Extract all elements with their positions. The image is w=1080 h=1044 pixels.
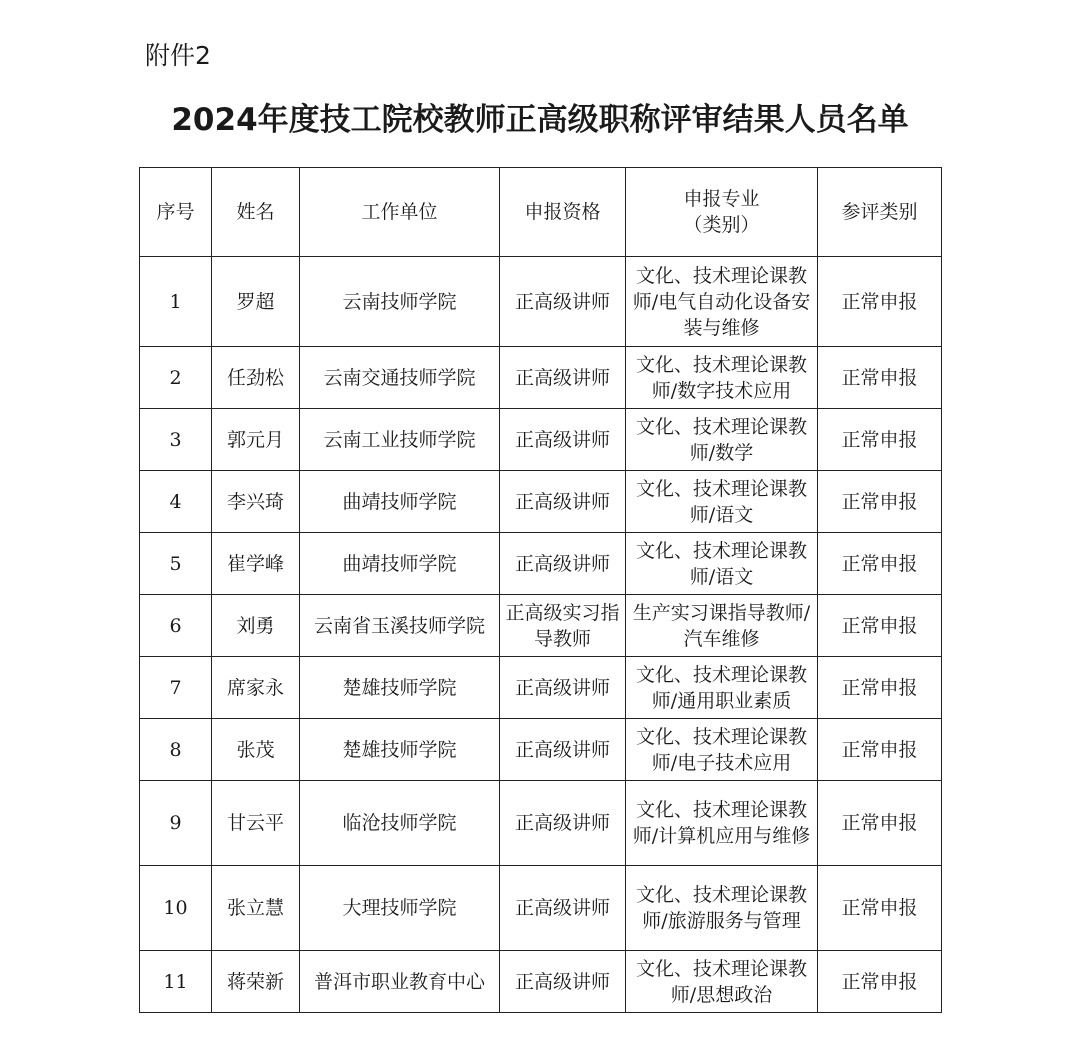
cell-category: 正常申报 — [818, 951, 942, 1013]
header-name: 姓名 — [212, 168, 300, 257]
cell-name: 蒋荣新 — [212, 951, 300, 1013]
cell-qualification: 正高级讲师 — [500, 471, 626, 533]
cell-qualification: 正高级讲师 — [500, 257, 626, 347]
header-major-line1: 申报专业 — [683, 188, 760, 210]
table-body — [140, 257, 942, 1013]
header-unit: 工作单位 — [300, 168, 500, 257]
cell-unit: 楚雄技师学院 — [300, 719, 500, 781]
cell-index: 2 — [140, 347, 212, 409]
cell-qualification: 正高级讲师 — [500, 409, 626, 471]
cell-unit: 云南省玉溪技师学院 — [300, 595, 500, 657]
cell-unit: 曲靖技师学院 — [300, 471, 500, 533]
cell-major: 文化、技术理论课教师/语文 — [626, 471, 818, 533]
header-row — [140, 168, 942, 257]
cell-major: 文化、技术理论课教师/旅游服务与管理 — [626, 866, 818, 951]
header-major-line2: （类别） — [683, 214, 760, 236]
cell-category: 正常申报 — [818, 347, 942, 409]
table-row — [140, 257, 942, 347]
table-row — [140, 781, 942, 866]
cell-name: 甘云平 — [212, 781, 300, 866]
cell-category: 正常申报 — [818, 719, 942, 781]
cell-index: 9 — [140, 781, 212, 866]
cell-unit: 普洱市职业教育中心 — [300, 951, 500, 1013]
cell-unit: 楚雄技师学院 — [300, 657, 500, 719]
cell-qualification: 正高级讲师 — [500, 719, 626, 781]
cell-name: 席家永 — [212, 657, 300, 719]
results-table — [139, 167, 942, 1013]
cell-category: 正常申报 — [818, 781, 942, 866]
table-row — [140, 533, 942, 595]
cell-qualification: 正高级讲师 — [500, 866, 626, 951]
cell-unit: 云南交通技师学院 — [300, 347, 500, 409]
cell-category: 正常申报 — [818, 471, 942, 533]
table-row — [140, 866, 942, 951]
cell-major: 生产实习课指导教师/汽车维修 — [626, 595, 818, 657]
cell-major: 文化、技术理论课教师/电气自动化设备安装与维修 — [626, 257, 818, 347]
cell-unit: 云南工业技师学院 — [300, 409, 500, 471]
cell-index: 6 — [140, 595, 212, 657]
table-row — [140, 657, 942, 719]
table-row — [140, 595, 942, 657]
cell-index: 10 — [140, 866, 212, 951]
cell-category: 正常申报 — [818, 595, 942, 657]
cell-qualification: 正高级实习指导教师 — [500, 595, 626, 657]
cell-name: 崔学峰 — [212, 533, 300, 595]
table-row — [140, 719, 942, 781]
cell-unit: 临沧技师学院 — [300, 781, 500, 866]
cell-qualification: 正高级讲师 — [500, 347, 626, 409]
cell-name: 李兴琦 — [212, 471, 300, 533]
cell-name: 刘勇 — [212, 595, 300, 657]
cell-qualification: 正高级讲师 — [500, 533, 626, 595]
cell-name: 任劲松 — [212, 347, 300, 409]
document-title: 2024年度技工院校教师正高级职称评审结果人员名单 — [171, 102, 909, 138]
cell-major: 文化、技术理论课教师/通用职业素质 — [626, 657, 818, 719]
cell-index: 8 — [140, 719, 212, 781]
cell-unit: 云南技师学院 — [300, 257, 500, 347]
cell-index: 5 — [140, 533, 212, 595]
cell-index: 1 — [140, 257, 212, 347]
table-row — [140, 409, 942, 471]
cell-category: 正常申报 — [818, 257, 942, 347]
cell-category: 正常申报 — [818, 533, 942, 595]
cell-index: 11 — [140, 951, 212, 1013]
cell-unit: 大理技师学院 — [300, 866, 500, 951]
header-category: 参评类别 — [818, 168, 942, 257]
cell-major: 文化、技术理论课教师/计算机应用与维修 — [626, 781, 818, 866]
cell-name: 张立慧 — [212, 866, 300, 951]
table-row — [140, 471, 942, 533]
cell-category: 正常申报 — [818, 657, 942, 719]
cell-name: 张茂 — [212, 719, 300, 781]
attachment-label: 附件2 — [145, 41, 211, 70]
header-qualification: 申报资格 — [500, 168, 626, 257]
cell-major: 文化、技术理论课教师/电子技术应用 — [626, 719, 818, 781]
cell-major: 文化、技术理论课教师/数字技术应用 — [626, 347, 818, 409]
cell-qualification: 正高级讲师 — [500, 657, 626, 719]
header-index: 序号 — [140, 168, 212, 257]
table-header — [140, 168, 942, 257]
cell-name: 郭元月 — [212, 409, 300, 471]
table-row — [140, 347, 942, 409]
cell-category: 正常申报 — [818, 866, 942, 951]
cell-name: 罗超 — [212, 257, 300, 347]
cell-qualification: 正高级讲师 — [500, 781, 626, 866]
cell-major: 文化、技术理论课教师/数学 — [626, 409, 818, 471]
table-row — [140, 951, 942, 1013]
header-major — [626, 168, 818, 257]
cell-index: 4 — [140, 471, 212, 533]
cell-category: 正常申报 — [818, 409, 942, 471]
cell-index: 7 — [140, 657, 212, 719]
cell-index: 3 — [140, 409, 212, 471]
cell-qualification: 正高级讲师 — [500, 951, 626, 1013]
cell-major: 文化、技术理论课教师/语文 — [626, 533, 818, 595]
cell-major: 文化、技术理论课教师/思想政治 — [626, 951, 818, 1013]
cell-unit: 曲靖技师学院 — [300, 533, 500, 595]
